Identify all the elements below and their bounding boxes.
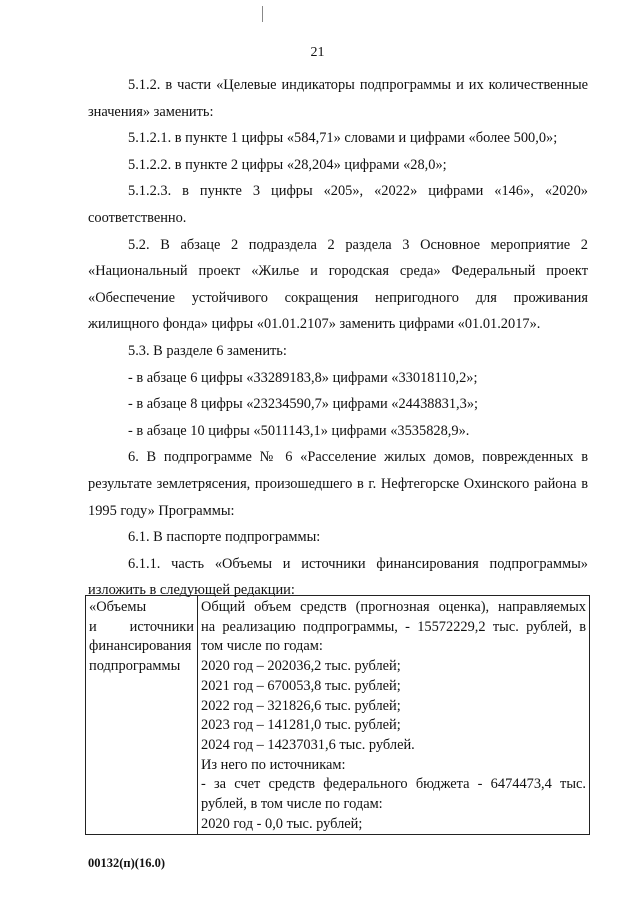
paragraph-5-2: 5.2. В абзаце 2 подраздела 2 раздела 3 Основное мероприятие 2 «Национальный проект «Жилье и городская среда» Федеральный проект «Обеспечение устойчивого сокращения непригодного для проживания жилищного фонда» цифры «01.01.2107» заменить цифрами «01.01.2017». [88,236,588,333]
content-line: 2022 год – 321826,6 тыс. рублей; [201,697,401,714]
financing-label-cell [86,596,198,835]
paragraph-6-1-1: 6.1.1. часть «Объемы и источники финансирования подпрограммы» изложить в следующей редакции: [88,555,588,599]
label-line: «Объемы [89,599,147,615]
scan-mark [262,6,263,22]
label-line: и источники [89,618,194,635]
financing-table [85,595,590,835]
paragraph-6: 6. В подпрограмме № 6 «Расселение жилых домов, поврежденных в результате землетрясения, произошедшего в г. Нефтегорске Охинского района в 1995 году» Программы: [88,449,588,519]
content-line: 2024 год – 14237031,6 тыс. рублей. [201,736,415,753]
list-item-paragraph-6: - в абзаце 6 цифры «33289183,8» цифрами «33018110,2»; [128,369,478,386]
content-line: том числе по годам: [201,638,323,655]
paragraph-5-1-2-3: 5.1.2.3. в пункте 3 цифры «205», «2022» цифрами «146», «2020» соответственно. [88,183,588,226]
content-line: 2021 год – 670053,8 тыс. рублей; [201,677,401,694]
paragraph-5-1-2-1: 5.1.2.1. в пункте 1 цифры «584,71» словами и цифрами «более 500,0»; [128,130,558,147]
list-item-paragraph-10: - в абзаце 10 цифры «5011143,1» цифрами «3535828,9». [128,422,470,439]
content-line: 2020 год - 0,0 тыс. рублей; [201,815,363,832]
list-item-paragraph-8: - в абзаце 8 цифры «23234590,7» цифрами «24438831,3»; [128,396,479,413]
content-line: на реализацию подпрограммы, - 15572229,2 тыс. рублей, в [201,618,586,635]
paragraph-6-1: 6.1. В паспорте подпрограммы: [128,529,321,546]
document-code-footer: 00132(п)(16.0) [88,856,165,870]
label-line: финансирования [89,638,192,655]
financing-content-cell [198,596,590,835]
content-line: Из него по источникам: [201,756,346,773]
content-line: рублей, в том числе по годам: [201,796,383,813]
paragraph-5-1-2-2: 5.1.2.2. в пункте 2 цифры «28,204» цифрами «28,0»; [128,156,447,173]
content-line: 2020 год – 202036,2 тыс. рублей; [201,658,401,675]
content-line: Общий объем средств (прогнозная оценка), направляемых [201,599,586,615]
content-line: 2023 год – 141281,0 тыс. рублей; [201,717,401,734]
paragraph-5-3: 5.3. В разделе 6 заменить: [128,342,287,359]
content-line: - за счет средств федерального бюджета - 6474473,4 тыс. [201,776,586,793]
label-line: подпрограммы [89,658,181,675]
table-row [86,596,590,835]
paragraph-5-1-2: 5.1.2. в части «Целевые индикаторы подпрограммы и их количественные значения» заменить: [88,77,588,120]
page-number: 21 [310,45,325,60]
document-body [88,72,588,604]
